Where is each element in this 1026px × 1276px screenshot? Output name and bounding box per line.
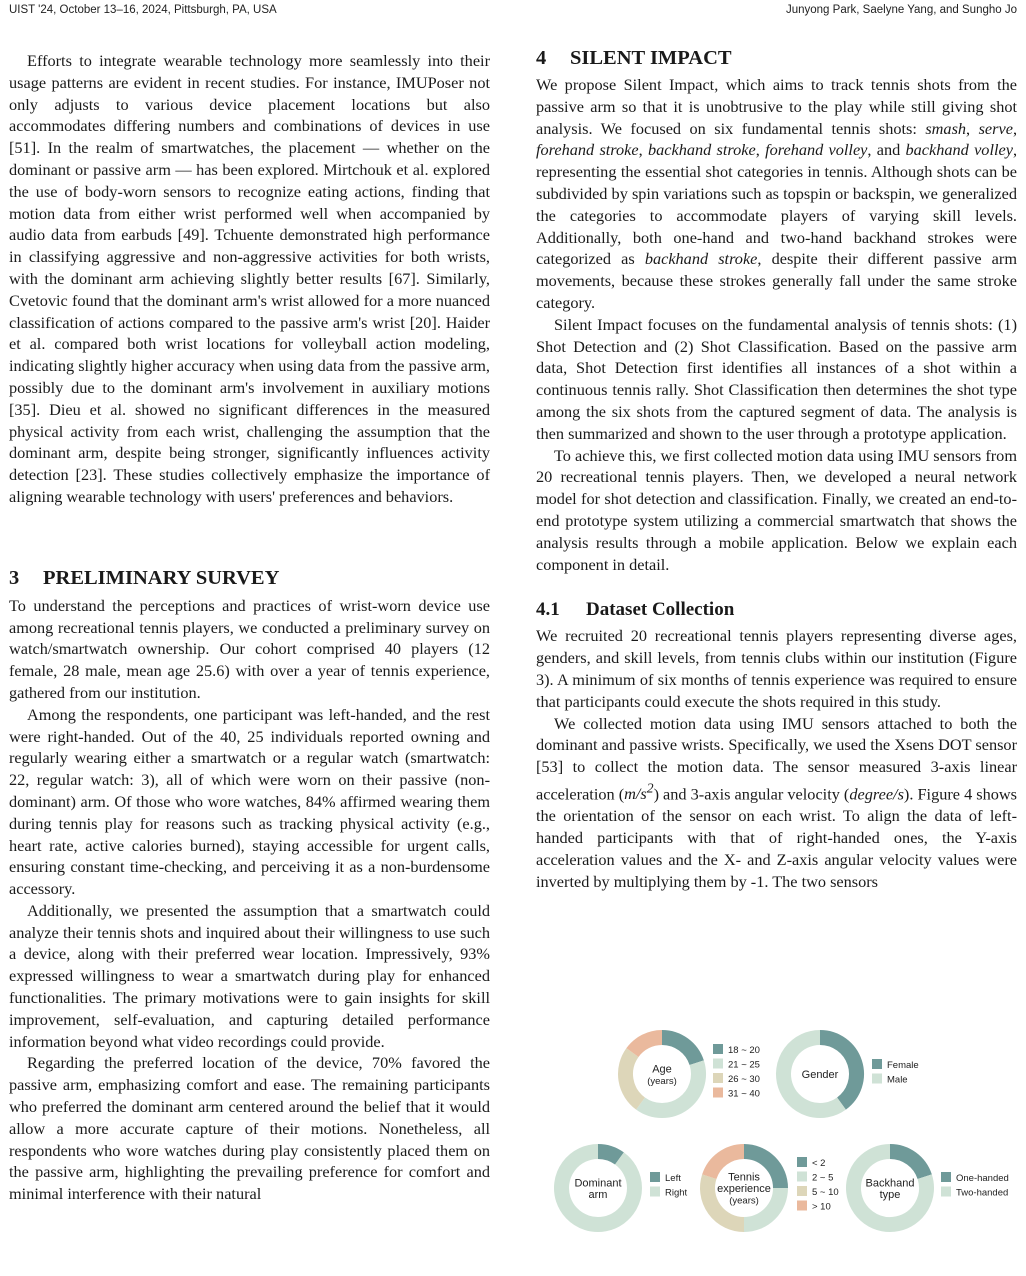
survey-paragraph-4: Regarding the preferred location of the device, 70% favored the passive arm, emphasizing comfort and ease. The remaining participants who preferred the dominant arm centered around the belief that it would allow a more accurate capture of their motions. Nonetheless, all respondents who wore watches during play consistently placed them on the passive arm, highlighting the prevailing preference for comfort and minimal interference with their natural [9, 1053, 490, 1204]
legend-swatch-dominant-arm [650, 1187, 660, 1197]
donut-label-backhand-type: type [879, 1188, 901, 1201]
donut-label-tennis-experience: Tennis [728, 1171, 760, 1184]
donut-label-dominant-arm: Dominant [574, 1177, 622, 1190]
angular-velocity-unit: degree/s [849, 784, 904, 804]
section-4-1-number: 4.1 [536, 599, 560, 621]
section-4-1-title: Dataset Collection [586, 599, 735, 621]
donut-age [626, 1038, 760, 1111]
donut-slice-dominant-arm-1 [598, 1152, 619, 1159]
donut-label-age: (years) [647, 1075, 677, 1087]
legend-label-tennis-experience: > 10 [812, 1201, 831, 1213]
section-4-heading [536, 45, 1017, 71]
silent-impact-paragraph-1: We propose Silent Impact, which aims to track tennis shots from the passive arm so that it is unobtrusive to the play while still giving shot analysis. We focused on six fundamental tennis shots: smash, serve, forehand stroke, backhand stroke, forehand volley, and backhand volley, representing the essential shot categories in tennis. Although shots can be subdivided by spin variations such as topspin or backspin, we generalized the categories to accommodate players of varying skill levels. Additionally, both one-hand and two-hand backhand strokes were categorized as backhand stroke, despite their different passive arm movements, because these strokes generally fall under the same stroke category. [536, 75, 1018, 312]
section-3-title: PRELIMINARY SURVEY [43, 566, 280, 589]
dataset-paragraph-2: We collected motion data using IMU sensors attached to both the dominant and passive wrists. Specifically, we used the Xsens DOT sensor [53] to collect the motion data. The sensor measured 3-axis linear acceleration $(m/s^2)$ and 3-axis angular velocity (degree/s). Figure 4 shows the orientation of the sensor on each wrist. To align the data of left-handed participants with that of right-handed ones, the Y-axis acceleration values and the X- and Z-axis angular velocity values were inverted by multiplying them by -1. The two sensors [536, 713, 1018, 891]
legend-swatch-age [713, 1073, 723, 1083]
legend-label-gender: Male [887, 1074, 908, 1086]
legend-label-age: 31 ~ 40 [728, 1088, 760, 1100]
participant-demographics-figure [536, 1010, 1026, 1276]
donut-charts [536, 1010, 1026, 1276]
donut-backhand-type [853, 1152, 1008, 1225]
donut-dominant-arm [561, 1152, 687, 1225]
section-4-1-heading [536, 598, 1017, 622]
donut-slice-backhand-type-1 [890, 1152, 925, 1177]
section-3-heading [9, 565, 490, 591]
section-4-number: 4 [536, 47, 547, 69]
donut-label-tennis-experience: (years) [729, 1195, 759, 1207]
legend-swatch-tennis-experience [797, 1172, 807, 1182]
donut-tennis-experience [708, 1152, 839, 1225]
survey-paragraph-2: Among the respondents, one participant was left-handed, and the rest were right-handed. Out of the 40, 25 individuals reported owning and regularly wearing either a smartwatch or a regular watch (smartwatch: 22, regular watch: 3), all of which were worn on their passive (non-dominant) arm. Of those who wore watches, 84% affirmed wearing them during tennis play for reasons such as tracking physical activity (e.g., heart rate, active calories burned), staying accessible for urgent calls, ensuring constant time-checking, and perceiving it as a non-burdensome accessory. [9, 704, 490, 899]
shot-serve: serve [978, 118, 1013, 138]
donut-label-age: Age [652, 1063, 672, 1076]
legend-swatch-age [713, 1088, 723, 1098]
donut-label-dominant-arm: arm [588, 1188, 608, 1201]
shot-forehand-volley: forehand volley [765, 140, 868, 160]
section-3-number: 3 [9, 566, 20, 589]
legend-swatch-backhand-type [941, 1172, 951, 1182]
legend-swatch-dominant-arm [650, 1172, 660, 1182]
legend-label-dominant-arm: Right [665, 1187, 688, 1199]
donut-slice-age-3 [626, 1053, 641, 1104]
silent-impact-paragraph-3: To achieve this, we first collected motion data using IMU sensors from 20 recreational tennis players. Then, we developed a neural network model for shot detection and classification. Finally, we created an end-to-end prototype system utilizing a commercial smartwatch that shows the analysis results through a mobile application. Below we explain each component in detail. [536, 445, 1017, 574]
section-4-title: SILENT IMPACT [570, 47, 732, 69]
header-venue: UIST '24, October 13–16, 2024, Pittsburgh, PA, USA [9, 4, 277, 16]
shot-backhand-stroke: backhand stroke [647, 140, 756, 160]
donut-gender [783, 1038, 918, 1111]
running-header [9, 4, 1017, 22]
legend-label-age: 18 ~ 20 [728, 1045, 760, 1056]
legend-swatch-tennis-experience [797, 1186, 807, 1196]
survey-paragraph-3: Additionally, we presented the assumption that a smartwatch could analyze their tennis shots and inquired about their willingness to use such a device, along with their preferred wear location. Impressively, 93% expressed willingness to wear a smartwatch during play for enhanced functionalities. The primary motivations were to gain insights for skill improvement, self-evaluation, and capturing detailed performance information beyond what video recordings could provide. [9, 900, 490, 1051]
silent-impact-paragraph-2: Silent Impact focuses on the fundamental analysis of tennis shots: (1) Shot Detection and (2) Shot Classification. Based on the passive arm data, Shot Detection first identifies all instances of a shot within a continuous tennis rally. Shot Classification then determines the shot type among the six shots from the captured segment of data. The analysis is then summarized and shown to the user through a prototype application. [536, 314, 1017, 443]
related-work-paragraph: Efforts to integrate wearable technology more seamlessly into their usage patterns are evident in recent studies. For instance, IMUPoser not only adjusts to various device placement locations but also accommodates differing numbers and combinations of devices in use [51]. In the realm of smartwatches, the placement — whether on the dominant or passive arm — has been explored. Mirtchouk et al. explored the use of body-worn sensors to recognize eating actions, finding that motion data from either wrist performed well when accompanied by audio data from earbuds [49]. Tchuente demonstrated high performance in classifying aggressive and non-aggressive activities for both wrists, with the dominant arm achieving slightly better results [67]. Similarly, Cvetovic found that the dominant arm's wrist allowed for a more nuanced classification of actions compared to the passive arm's wrist [20]. Haider et al. compared both wrist locations for volleyball action modeling, indicating slightly higher accuracy when using data from the passive arm, possibly due to the dominant arm's involvement in auxiliary motions [35]. Dieu et al. showed no significant differences in the measured physical activity from each wrist, challenging the assumption that the dominant arm, despite being stronger, significantly influences activity detection [23]. These studies collectively emphasize the importance of aligning wearable technology with users' preferences and behaviors. [9, 51, 490, 506]
donut-label-tennis-experience: experience [717, 1183, 771, 1195]
legend-swatch-tennis-experience [797, 1201, 807, 1211]
shot-forehand-stroke: forehand stroke [536, 140, 639, 160]
legend-label-tennis-experience: < 2 [812, 1158, 826, 1169]
legend-swatch-age [713, 1059, 723, 1069]
dataset-paragraph-1: We recruited 20 recreational tennis players representing diverse ages, genders, and skill levels, from tennis clubs within our institution (Figure 3). A minimum of six months of tennis experience was required to ensure that participants could execute the shots required in this study. [536, 626, 1017, 711]
donut-label-gender: Gender [801, 1069, 839, 1081]
legend-label-dominant-arm: Left [665, 1173, 681, 1184]
legend-label-gender: Female [887, 1060, 919, 1071]
legend-swatch-gender [872, 1059, 882, 1069]
donut-label-backhand-type: Backhand [865, 1177, 915, 1190]
legend-swatch-gender [872, 1074, 882, 1084]
right-column [536, 45, 1017, 892]
donut-slice-age-4 [632, 1038, 662, 1053]
legend-label-backhand-type: Two-handed [956, 1187, 1009, 1199]
shot-smash: smash [925, 118, 967, 138]
acceleration-unit: $m/s^2$ [624, 780, 654, 804]
legend-swatch-backhand-type [941, 1187, 951, 1197]
shot-backhand-volley: backhand volley [905, 140, 1013, 160]
survey-paragraph-1: To understand the perceptions and practices of wrist-worn device use among recreational tennis players, we conducted a preliminary survey on watch/smartwatch ownership. Our cohort comprised 40 players (12 female, 28 male, mean age 25.6) with over a year of tennis experience, gathered from our institution. [9, 595, 490, 702]
legend-label-tennis-experience: 5 ~ 10 [812, 1187, 839, 1198]
legend-swatch-tennis-experience [797, 1157, 807, 1167]
left-column [9, 50, 490, 1205]
legend-label-backhand-type: One-handed [956, 1173, 1009, 1184]
legend-label-age: 26 ~ 30 [728, 1074, 760, 1085]
legend-swatch-age [713, 1044, 723, 1054]
backhand-stroke-term: backhand stroke [644, 249, 758, 269]
legend-label-age: 21 ~ 25 [728, 1059, 760, 1071]
legend-label-tennis-experience: 2 ~ 5 [812, 1172, 834, 1184]
header-authors: Junyong Park, Saelyne Yang, and Sungho Jo [785, 4, 1017, 16]
donut-slice-age-1 [662, 1038, 697, 1063]
